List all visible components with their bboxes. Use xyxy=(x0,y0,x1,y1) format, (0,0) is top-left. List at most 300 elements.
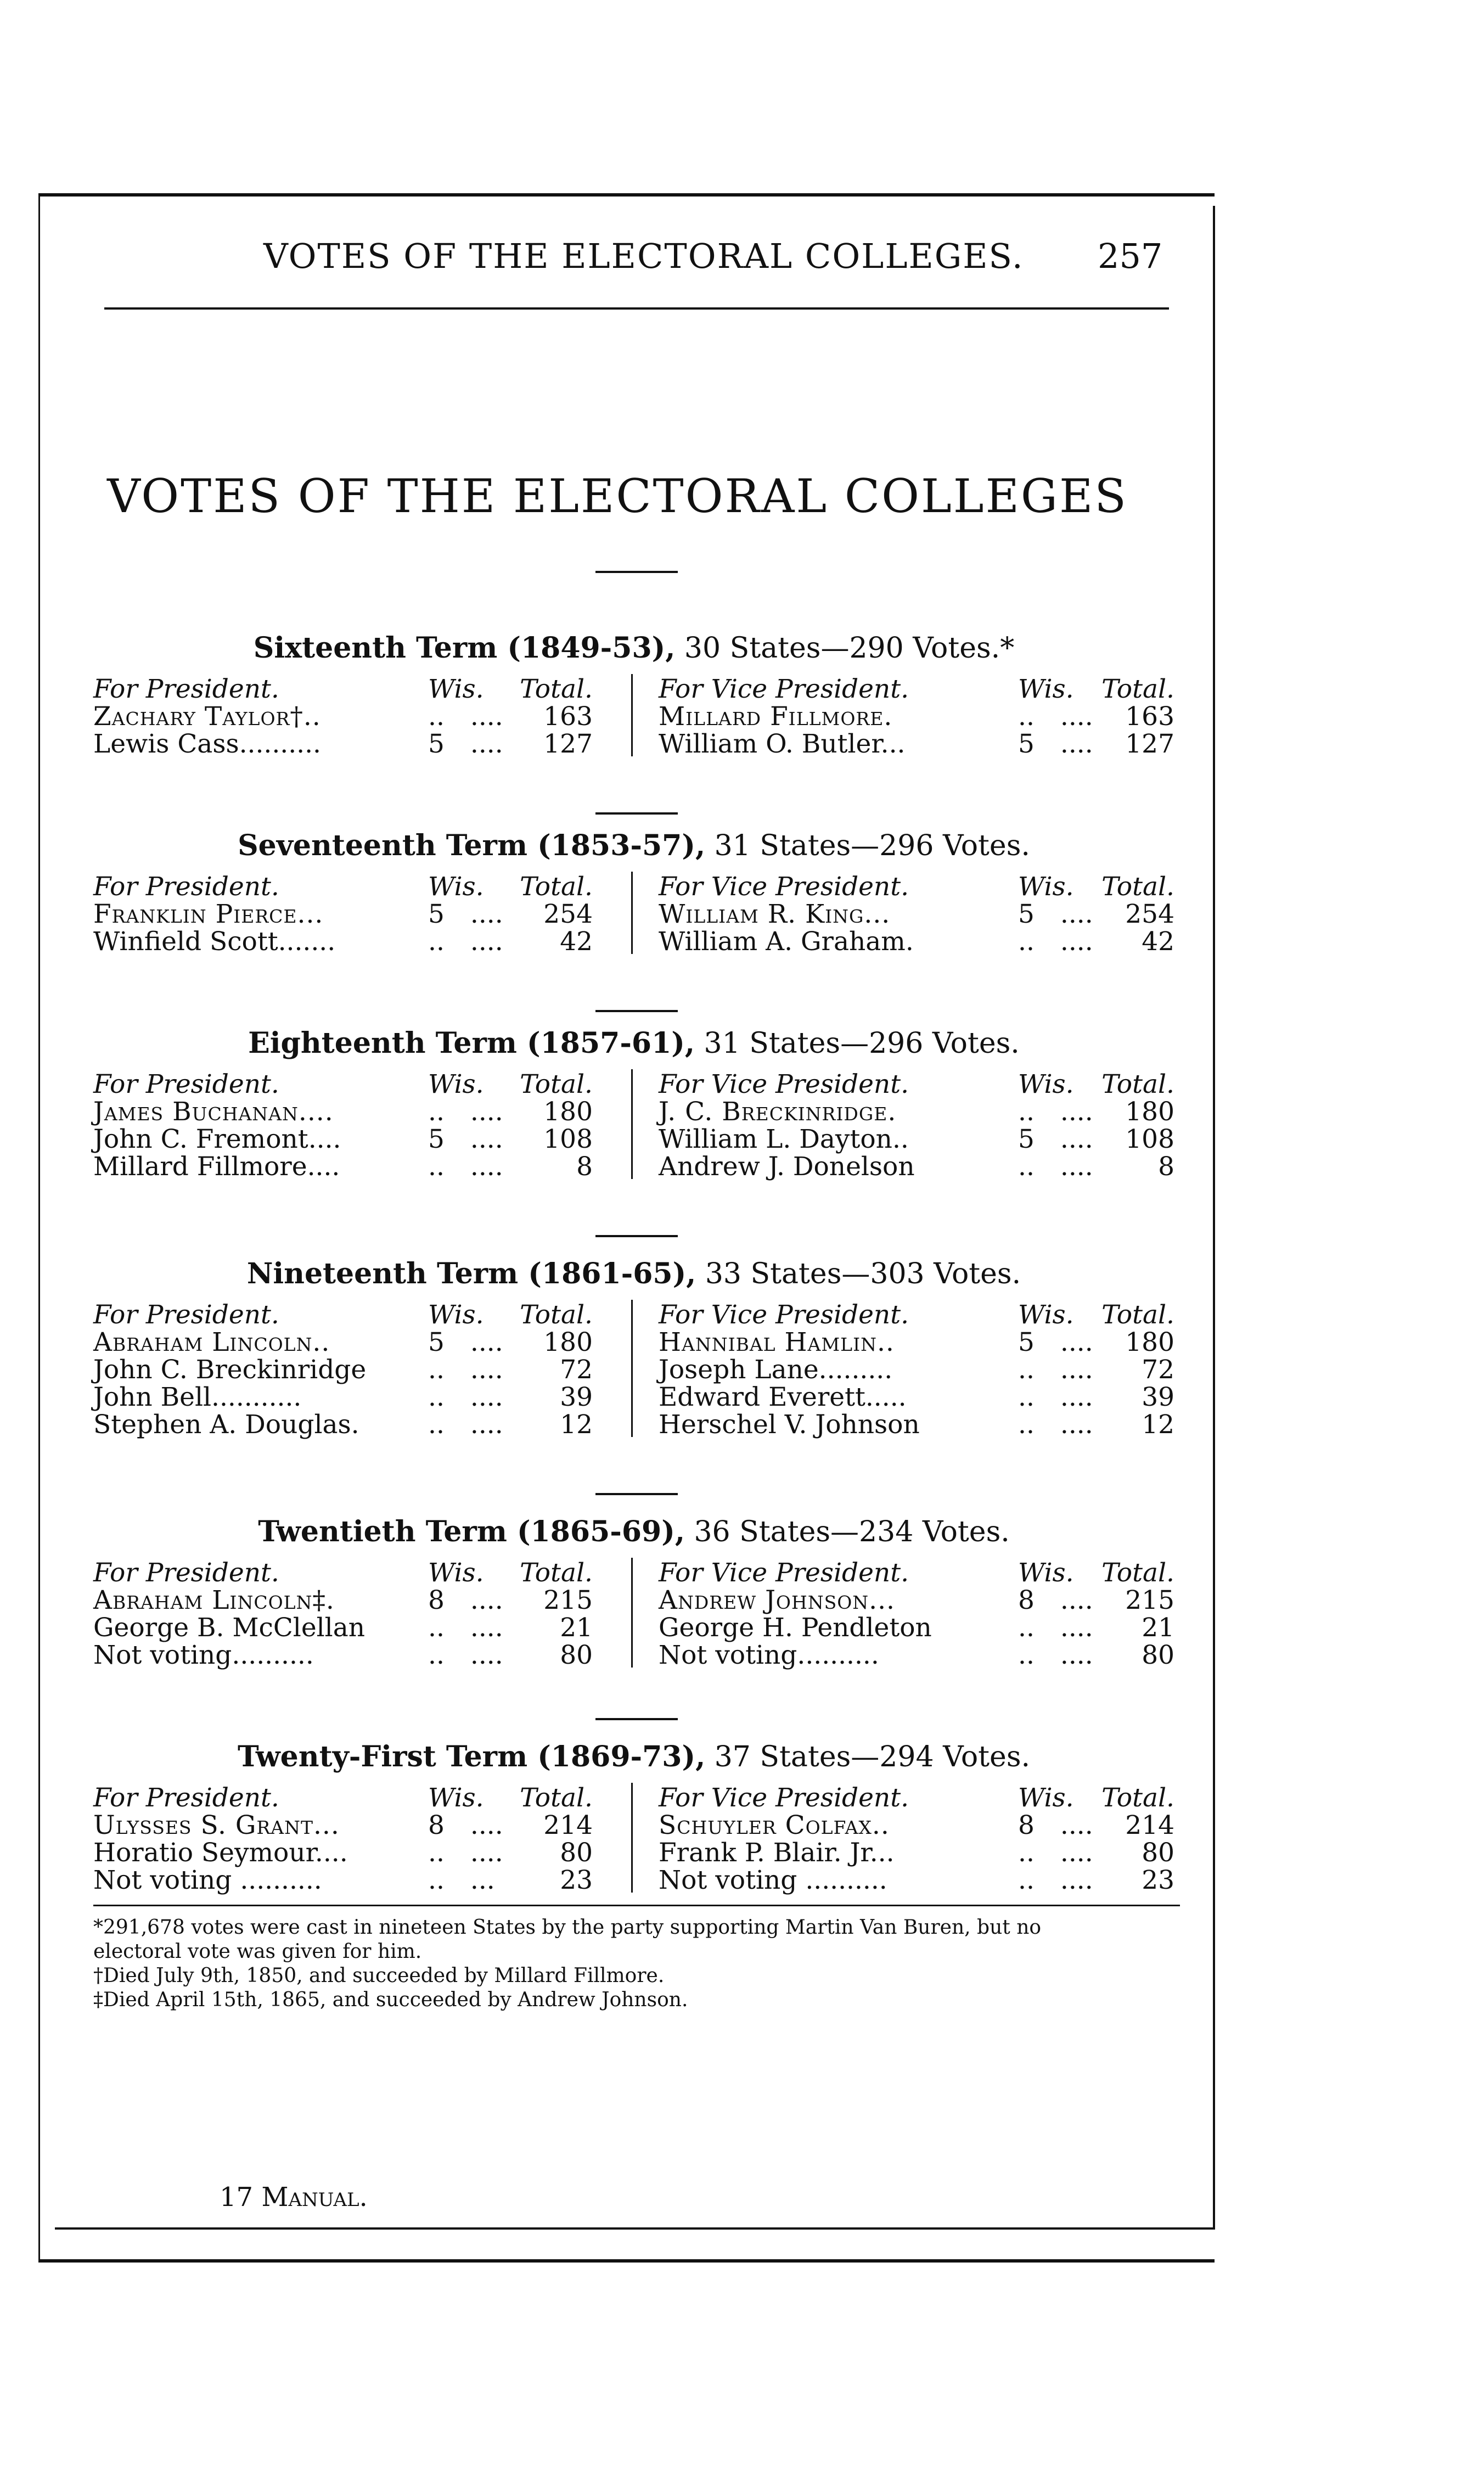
header-label: For Vice President. xyxy=(659,1300,909,1330)
candidate-row xyxy=(93,1810,604,1838)
wis-value: 5 xyxy=(428,1124,445,1154)
header-label: For Vice President. xyxy=(659,872,909,902)
header-total: Total. xyxy=(1101,1069,1174,1099)
candidate-name: J. C. Breckinridge. xyxy=(659,1097,897,1127)
wis-value: .. xyxy=(1018,1355,1035,1385)
column-divider xyxy=(631,1558,633,1668)
wis-value: .. xyxy=(428,1097,445,1127)
candidate-wis xyxy=(428,1097,503,1127)
leader-dots: .... xyxy=(1060,1838,1093,1868)
candidate-total: 108 xyxy=(543,1124,593,1154)
candidate-total: 42 xyxy=(1142,927,1174,957)
wis-value: 5 xyxy=(1018,1124,1035,1154)
candidate-row xyxy=(93,1640,604,1668)
leader-dots: .... xyxy=(470,1810,503,1840)
candidate-row xyxy=(93,1585,604,1613)
header-rule xyxy=(104,307,1169,310)
candidate-wis xyxy=(1018,1097,1093,1127)
president-column xyxy=(93,674,604,759)
president-column xyxy=(93,872,604,957)
candidate-row xyxy=(659,927,1174,957)
header-label: For Vice President. xyxy=(659,1558,909,1588)
candidate-total: 8 xyxy=(576,1152,593,1182)
footnotes xyxy=(93,1916,1180,2012)
wis-value: .. xyxy=(1018,1097,1035,1127)
candidate-wis xyxy=(428,1355,503,1385)
candidate-total: 39 xyxy=(1142,1382,1174,1412)
column-header xyxy=(659,1783,1174,1813)
term-title xyxy=(93,1515,1174,1548)
wis-value: .. xyxy=(1018,701,1035,732)
footnote-line: *291,678 votes were cast in nineteen States by the party supporting Martin Van Buren, but no xyxy=(93,1916,1042,1939)
leader-dots: .... xyxy=(470,1124,503,1154)
leader-dots: .... xyxy=(1060,927,1093,957)
candidate-total: 42 xyxy=(560,927,593,957)
candidate-total: 39 xyxy=(560,1382,593,1412)
candidate-name: William R. King... xyxy=(659,899,891,929)
section-rule xyxy=(595,1010,678,1012)
candidate-row xyxy=(659,1355,1174,1385)
leader-dots: .... xyxy=(1060,1152,1093,1182)
page-title: VOTES OF THE ELECTORAL COLLEGES xyxy=(107,469,1128,523)
leader-dots: .... xyxy=(470,1152,503,1182)
leader-dots: .... xyxy=(1060,1585,1093,1615)
title-rule xyxy=(595,571,678,573)
leader-dots: .... xyxy=(470,1097,503,1127)
candidate-row xyxy=(93,899,604,927)
header-label: For President. xyxy=(93,872,279,902)
leader-dots: .... xyxy=(470,1838,503,1868)
section-rule xyxy=(595,1235,678,1237)
leader-dots: .... xyxy=(1060,1640,1093,1670)
wis-value: 5 xyxy=(1018,729,1035,759)
header-wis: Wis. xyxy=(428,872,484,902)
wis-value: .. xyxy=(428,1838,445,1868)
column-divider xyxy=(631,1783,633,1893)
column-divider xyxy=(631,1300,633,1437)
candidate-total: 254 xyxy=(1125,899,1174,929)
column-divider xyxy=(631,872,633,954)
term-title xyxy=(93,1026,1174,1060)
candidate-row xyxy=(93,1613,604,1643)
candidate-total: 214 xyxy=(543,1810,593,1840)
wis-value: .. xyxy=(1018,1838,1035,1868)
term-name: Nineteenth Term (1861-65), xyxy=(246,1257,696,1290)
leader-dots: .... xyxy=(1060,1382,1093,1412)
term-name: Twenty-First Term (1869-73), xyxy=(237,1740,706,1773)
header-wis: Wis. xyxy=(1018,1300,1074,1330)
candidate-total: 21 xyxy=(1142,1613,1174,1643)
leader-dots: .... xyxy=(1060,701,1093,732)
wis-value: .. xyxy=(428,1640,445,1670)
wis-value: .. xyxy=(1018,1410,1035,1440)
candidate-name: James Buchanan.... xyxy=(93,1097,334,1127)
candidate-total: 80 xyxy=(1142,1838,1174,1868)
candidate-total: 8 xyxy=(1158,1152,1174,1182)
candidate-wis xyxy=(1018,1585,1093,1615)
candidate-row xyxy=(93,1152,604,1182)
term-states-votes: 31 States—296 Votes. xyxy=(704,1027,1020,1060)
header-wis: Wis. xyxy=(428,1558,484,1588)
header-total: Total. xyxy=(520,1558,593,1588)
column-header xyxy=(93,1300,604,1330)
leader-dots: .... xyxy=(470,1410,503,1440)
wis-value: .. xyxy=(1018,927,1035,957)
term-states-votes: 37 States—294 Votes. xyxy=(714,1741,1031,1773)
candidate-row xyxy=(659,1124,1174,1152)
leader-dots: .... xyxy=(470,729,503,759)
footnote-rule xyxy=(93,1905,1180,1906)
candidate-total: 215 xyxy=(543,1585,593,1615)
candidate-row xyxy=(93,1865,604,1893)
column-header xyxy=(93,1783,604,1813)
section-rule xyxy=(595,1493,678,1495)
signature-mark: 17 Manual. xyxy=(220,2182,368,2213)
candidate-name: Ulysses S. Grant... xyxy=(93,1810,340,1840)
vice-president-column xyxy=(659,1069,1174,1182)
candidate-row xyxy=(93,927,604,957)
candidate-wis xyxy=(428,1124,503,1154)
leader-dots: .... xyxy=(470,1640,503,1670)
candidate-row xyxy=(659,1640,1174,1668)
leader-dots: .... xyxy=(1060,1865,1093,1895)
header-wis: Wis. xyxy=(1018,872,1074,902)
wis-value: .. xyxy=(1018,1865,1035,1895)
header-label: For President. xyxy=(93,674,279,704)
column-header xyxy=(659,1558,1174,1588)
candidate-wis xyxy=(1018,1124,1093,1154)
candidate-name: Herschel V. Johnson xyxy=(659,1410,920,1440)
candidate-name: Joseph Lane......... xyxy=(659,1355,893,1385)
header-total: Total. xyxy=(520,1783,593,1813)
candidate-row xyxy=(659,1152,1174,1182)
header-label: For President. xyxy=(93,1558,279,1588)
candidate-total: 72 xyxy=(560,1355,593,1385)
term-states-votes: 31 States—296 Votes. xyxy=(714,829,1030,862)
candidate-row xyxy=(659,1838,1174,1868)
candidate-name: George H. Pendleton xyxy=(659,1613,932,1643)
candidate-total: 80 xyxy=(1142,1640,1174,1670)
candidate-row xyxy=(93,729,604,759)
leader-dots: .... xyxy=(1060,1097,1093,1127)
leader-dots: .... xyxy=(470,1327,503,1357)
term-title xyxy=(93,631,1174,665)
candidate-name: John Bell........... xyxy=(93,1382,302,1412)
header-wis: Wis. xyxy=(428,1783,484,1813)
column-header xyxy=(659,1069,1174,1097)
president-column xyxy=(93,1069,604,1182)
candidate-row xyxy=(93,1097,604,1127)
candidate-name: Not voting.......... xyxy=(659,1640,879,1670)
candidate-wis xyxy=(1018,1640,1093,1670)
candidate-wis xyxy=(428,1810,503,1840)
wis-value: 8 xyxy=(428,1585,445,1615)
candidate-row xyxy=(659,899,1174,927)
candidate-name: Zachary Taylor†.. xyxy=(93,701,321,732)
term-states-votes: 33 States—303 Votes. xyxy=(705,1258,1021,1290)
candidate-name: Not voting .......... xyxy=(93,1865,322,1895)
candidate-wis xyxy=(428,1382,503,1412)
leader-dots: .... xyxy=(1060,729,1093,759)
candidate-total: 180 xyxy=(543,1097,593,1127)
candidate-name: Abraham Lincoln‡. xyxy=(93,1585,335,1615)
wis-value: .. xyxy=(428,1865,445,1895)
header-label: For President. xyxy=(93,1783,279,1813)
candidate-wis xyxy=(428,899,503,929)
column-header xyxy=(93,872,604,902)
candidate-row xyxy=(659,1097,1174,1127)
header-wis: Wis. xyxy=(1018,1783,1074,1813)
wis-value: .. xyxy=(428,701,445,732)
candidate-name: Horatio Seymour.... xyxy=(93,1838,348,1868)
candidate-row xyxy=(93,1327,604,1355)
candidate-wis xyxy=(1018,1865,1093,1895)
column-header xyxy=(659,1300,1174,1330)
candidate-total: 23 xyxy=(1142,1865,1174,1895)
candidate-wis xyxy=(428,1865,495,1895)
candidate-name: Hannibal Hamlin.. xyxy=(659,1327,895,1357)
candidate-row xyxy=(93,701,604,732)
candidate-name: Stephen A. Douglas. xyxy=(93,1410,359,1440)
candidate-wis xyxy=(1018,701,1093,732)
candidate-total: 127 xyxy=(1125,729,1174,759)
candidate-row xyxy=(659,1810,1174,1838)
leader-dots: .... xyxy=(1060,1410,1093,1440)
candidate-wis xyxy=(428,1152,503,1182)
candidate-total: 163 xyxy=(543,701,593,732)
candidate-row xyxy=(659,729,1174,759)
term-name: Seventeenth Term (1853-57), xyxy=(238,829,706,862)
candidate-total: 12 xyxy=(1142,1410,1174,1440)
wis-value: 5 xyxy=(1018,899,1035,929)
header-label: For Vice President. xyxy=(659,1069,909,1099)
vice-president-column xyxy=(659,674,1174,759)
vice-president-column xyxy=(659,1558,1174,1668)
header-total: Total. xyxy=(520,1300,593,1330)
candidate-row xyxy=(659,1865,1174,1893)
header-wis: Wis. xyxy=(1018,674,1074,704)
candidate-name: William A. Graham. xyxy=(659,927,914,957)
candidate-total: 180 xyxy=(1125,1097,1174,1127)
president-column xyxy=(93,1783,604,1893)
candidate-wis xyxy=(1018,1327,1093,1357)
column-header xyxy=(93,674,604,704)
candidate-total: 127 xyxy=(543,729,593,759)
leader-dots: .... xyxy=(470,927,503,957)
wis-value: 5 xyxy=(428,1327,445,1357)
wis-value: 5 xyxy=(428,899,445,929)
header-total: Total. xyxy=(520,674,593,704)
header-label: For President. xyxy=(93,1300,279,1330)
leader-dots: ... xyxy=(470,1865,495,1895)
candidate-wis xyxy=(428,729,503,759)
candidate-total: 80 xyxy=(560,1838,593,1868)
candidate-total: 215 xyxy=(1125,1585,1174,1615)
leader-dots: .... xyxy=(1060,1327,1093,1357)
wis-value: 8 xyxy=(1018,1810,1035,1840)
candidate-name: Lewis Cass.......... xyxy=(93,729,321,759)
candidate-total: 23 xyxy=(560,1865,593,1895)
wis-value: .. xyxy=(1018,1640,1035,1670)
header-total: Total. xyxy=(1101,872,1174,902)
wis-value: 5 xyxy=(428,729,445,759)
candidate-wis xyxy=(428,927,503,957)
candidate-name: Winfield Scott....... xyxy=(93,927,336,957)
candidate-wis xyxy=(1018,1355,1093,1385)
leader-dots: .... xyxy=(1060,899,1093,929)
header-total: Total. xyxy=(1101,674,1174,704)
leader-dots: .... xyxy=(470,1585,503,1615)
wis-value: .. xyxy=(1018,1152,1035,1182)
candidate-name: Not voting .......... xyxy=(659,1865,887,1895)
wis-value: .. xyxy=(428,1382,445,1412)
candidate-wis xyxy=(1018,1613,1093,1643)
running-head: VOTES OF THE ELECTORAL COLLEGES. xyxy=(263,236,1024,276)
candidate-wis xyxy=(428,1838,503,1868)
candidate-wis xyxy=(1018,729,1093,759)
header-wis: Wis. xyxy=(1018,1558,1074,1588)
wis-value: .. xyxy=(428,927,445,957)
candidate-row xyxy=(93,1382,604,1410)
candidate-wis xyxy=(1018,1838,1093,1868)
wis-value: .. xyxy=(1018,1613,1035,1643)
candidate-total: 80 xyxy=(560,1640,593,1670)
candidate-name: Not voting.......... xyxy=(93,1640,314,1670)
column-header xyxy=(659,674,1174,704)
candidate-wis xyxy=(1018,899,1093,929)
candidate-name: William L. Dayton.. xyxy=(659,1124,909,1154)
candidate-wis xyxy=(1018,1152,1093,1182)
term-title xyxy=(93,1740,1174,1773)
candidate-row xyxy=(93,1838,604,1868)
term-name: Eighteenth Term (1857-61), xyxy=(248,1026,695,1060)
leader-dots: .... xyxy=(1060,1355,1093,1385)
section-rule xyxy=(595,1718,678,1720)
wis-value: 8 xyxy=(428,1810,445,1840)
wis-value: 5 xyxy=(1018,1327,1035,1357)
candidate-total: 108 xyxy=(1125,1124,1174,1154)
column-divider xyxy=(631,674,633,756)
candidate-row xyxy=(659,1410,1174,1440)
vice-president-column xyxy=(659,872,1174,957)
header-total: Total. xyxy=(520,1069,593,1099)
footnote-line: ‡Died April 15th, 1865, and succeeded by Andrew Johnson. xyxy=(93,1989,688,2011)
header-label: For Vice President. xyxy=(659,1783,909,1813)
candidate-total: 254 xyxy=(543,899,593,929)
wis-value: .. xyxy=(428,1355,445,1385)
candidate-row xyxy=(659,701,1174,732)
candidate-row xyxy=(93,1410,604,1440)
header-wis: Wis. xyxy=(428,1300,484,1330)
header-label: For President. xyxy=(93,1069,279,1099)
header-label: For Vice President. xyxy=(659,674,909,704)
candidate-name: William O. Butler... xyxy=(659,729,906,759)
candidate-name: George B. McClellan xyxy=(93,1613,365,1643)
candidate-name: Schuyler Colfax.. xyxy=(659,1810,890,1840)
leader-dots: .... xyxy=(470,1355,503,1385)
leader-dots: .... xyxy=(470,1382,503,1412)
candidate-name: Millard Fillmore.... xyxy=(93,1152,340,1182)
column-header xyxy=(93,1558,604,1588)
term-title xyxy=(93,1257,1174,1290)
leader-dots: .... xyxy=(1060,1124,1093,1154)
candidate-wis xyxy=(428,701,503,732)
column-header xyxy=(93,1069,604,1097)
term-title xyxy=(93,829,1174,862)
leader-dots: .... xyxy=(470,1613,503,1643)
candidate-name: Franklin Pierce... xyxy=(93,899,324,929)
wis-value: .. xyxy=(1018,1382,1035,1412)
candidate-total: 214 xyxy=(1125,1810,1174,1840)
candidate-row xyxy=(659,1382,1174,1410)
footnote-line: electoral vote was given for him. xyxy=(93,1940,422,1963)
candidate-name: Andrew J. Donelson xyxy=(659,1152,915,1182)
header-total: Total. xyxy=(1101,1558,1174,1588)
column-divider xyxy=(631,1069,633,1179)
header-wis: Wis. xyxy=(1018,1069,1074,1099)
leader-dots: .... xyxy=(470,899,503,929)
header-wis: Wis. xyxy=(428,674,484,704)
candidate-name: Andrew Johnson... xyxy=(659,1585,895,1615)
term-name: Sixteenth Term (1849-53), xyxy=(253,631,676,665)
president-column xyxy=(93,1300,604,1440)
candidate-wis xyxy=(428,1327,503,1357)
candidate-wis xyxy=(428,1585,503,1615)
candidate-total: 12 xyxy=(560,1410,593,1440)
candidate-name: Frank P. Blair. Jr... xyxy=(659,1838,895,1868)
column-header xyxy=(659,872,1174,902)
candidate-row xyxy=(659,1327,1174,1355)
term-states-votes: 30 States—290 Votes.* xyxy=(684,632,1015,665)
leader-dots: .... xyxy=(1060,1613,1093,1643)
header-total: Total. xyxy=(520,872,593,902)
president-column xyxy=(93,1558,604,1668)
candidate-wis xyxy=(428,1640,503,1670)
candidate-name: Edward Everett..... xyxy=(659,1382,907,1412)
candidate-row xyxy=(659,1613,1174,1643)
candidate-total: 180 xyxy=(543,1327,593,1357)
wis-value: .. xyxy=(428,1613,445,1643)
candidate-name: John C. Breckinridge xyxy=(93,1355,367,1385)
candidate-wis xyxy=(1018,927,1093,957)
candidate-row xyxy=(93,1124,604,1152)
header-total: Total. xyxy=(1101,1783,1174,1813)
page-number: 257 xyxy=(1098,236,1163,276)
candidate-wis xyxy=(1018,1382,1093,1412)
candidate-name: Millard Fillmore. xyxy=(659,701,893,732)
candidate-wis xyxy=(428,1410,503,1440)
leader-dots: .... xyxy=(1060,1810,1093,1840)
leader-dots: .... xyxy=(470,701,503,732)
candidate-name: Abraham Lincoln.. xyxy=(93,1327,330,1357)
candidate-row xyxy=(93,1355,604,1385)
wis-value: .. xyxy=(428,1152,445,1182)
header-wis: Wis. xyxy=(428,1069,484,1099)
candidate-total: 163 xyxy=(1125,701,1174,732)
vice-president-column xyxy=(659,1300,1174,1440)
vice-president-column xyxy=(659,1783,1174,1893)
header-total: Total. xyxy=(1101,1300,1174,1330)
wis-value: .. xyxy=(428,1410,445,1440)
footnote-line: †Died July 9th, 1850, and succeeded by Millard Fillmore. xyxy=(93,1964,665,1987)
term-name: Twentieth Term (1865-69), xyxy=(258,1515,685,1548)
candidate-wis xyxy=(1018,1810,1093,1840)
section-rule xyxy=(595,812,678,815)
candidate-row xyxy=(659,1585,1174,1613)
candidate-total: 180 xyxy=(1125,1327,1174,1357)
candidate-name: John C. Fremont.... xyxy=(93,1124,341,1154)
candidate-wis xyxy=(428,1613,503,1643)
